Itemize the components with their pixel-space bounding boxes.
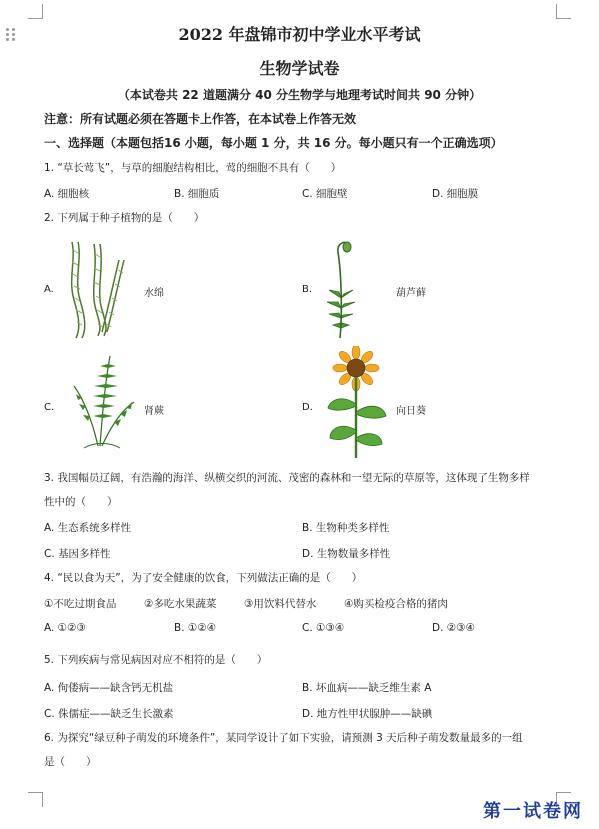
- q1-option-b[interactable]: B. 细胞质: [174, 188, 220, 200]
- q4-option-a[interactable]: A. ①②③: [44, 622, 86, 634]
- question-1-text: 1. “草长莺飞”，与草的细胞结构相比，莺的细胞不具有（ ）: [44, 162, 342, 174]
- q5-option-a[interactable]: A. 佝偻病——缺含钙无机盐: [44, 682, 174, 694]
- corner-mark-bottom-left: [28, 792, 43, 807]
- question-5-text: 5. 下列疾病与常见病因对应不相符的是（ ）: [44, 654, 268, 666]
- exam-info: （本试卷共 22 道题满分 40 分生物学与地理考试时间共 90 分钟）: [117, 88, 482, 102]
- q2-option-d-name: 向日葵: [396, 406, 426, 417]
- q3-option-d[interactable]: D. 生物数量多样性: [302, 548, 391, 560]
- q4-option-d[interactable]: D. ②③④: [432, 622, 475, 634]
- question-6-line-2: 是（ ）: [44, 756, 97, 768]
- q5-option-d[interactable]: D. 地方性甲状腺肿——缺碘: [302, 708, 433, 720]
- q2-option-c-letter[interactable]: C.: [44, 402, 55, 413]
- q3-option-b[interactable]: B. 生物种类多样性: [302, 522, 390, 534]
- corner-mark-top-right: [556, 4, 571, 19]
- q2-option-d-letter[interactable]: D.: [302, 402, 313, 413]
- q5-option-c[interactable]: C. 侏儒症——缺乏生长激素: [44, 708, 174, 720]
- exam-subject: 生物学试卷: [259, 59, 340, 78]
- question-3-line-2: 性中的（ ）: [44, 496, 118, 508]
- question-6-line-1: 6. 为探究“绿豆种子萌发的环境条件”，某同学设计了如下实验，请预测 3 天后种子萌发数量最多的一组: [44, 732, 523, 744]
- q4-option-b[interactable]: B. ①②④: [174, 622, 217, 634]
- moss-image: [320, 238, 366, 340]
- q4-item-4: ④购买检疫合格的猪肉: [344, 598, 448, 610]
- q2-option-b-letter[interactable]: B.: [302, 284, 313, 295]
- fern-image: [70, 350, 140, 450]
- q3-option-c[interactable]: C. 基因多样性: [44, 548, 111, 560]
- q2-option-b-name: 葫芦藓: [396, 288, 426, 299]
- sunflower-image: [322, 346, 392, 460]
- exam-notice: 注意：所有试题必须在答题卡上作答，在本试卷上作答无效: [44, 112, 357, 126]
- section-heading: 一、选择题（本题包括16 小题，每小题 1 分，共 16 分。每小题只有一个正确选项）: [44, 136, 503, 150]
- question-2-text: 2. 下列属于种子植物的是（ ）: [44, 212, 205, 224]
- q2-option-a-name: 水绵: [144, 288, 164, 299]
- watermark-logo: 第一试卷网: [483, 801, 583, 822]
- q4-item-2: ②多吃水果蔬菜: [144, 598, 217, 610]
- q4-item-3: ③用饮料代替水: [244, 598, 317, 610]
- question-3-line-1: 3. 我国幅员辽阔，有浩瀚的海洋、纵横交织的河流、茂密的森林和一望无际的草原等，这体现了生物多样: [44, 472, 530, 484]
- spirogyra-image: [64, 240, 134, 340]
- q1-option-d[interactable]: D. 细胞膜: [432, 188, 479, 200]
- q3-option-a[interactable]: A. 生态系统多样性: [44, 522, 132, 534]
- exam-title: 2022 年盘锦市初中学业水平考试: [178, 25, 421, 44]
- q2-option-c-name: 肾蕨: [144, 406, 164, 417]
- q4-item-1: ①不吃过期食品: [44, 598, 117, 610]
- q2-option-a-letter[interactable]: A.: [44, 284, 54, 295]
- corner-mark-top-left: [28, 4, 43, 19]
- q5-option-b[interactable]: B. 坏血病——缺乏维生素 A: [302, 682, 432, 694]
- q1-option-c[interactable]: C. 细胞壁: [302, 188, 348, 200]
- q1-option-a[interactable]: A. 细胞核: [44, 188, 90, 200]
- question-4-text: 4. “民以食为天”，为了安全健康的饮食，下列做法正确的是（ ）: [44, 572, 363, 584]
- q4-option-c[interactable]: C. ①③④: [302, 622, 345, 634]
